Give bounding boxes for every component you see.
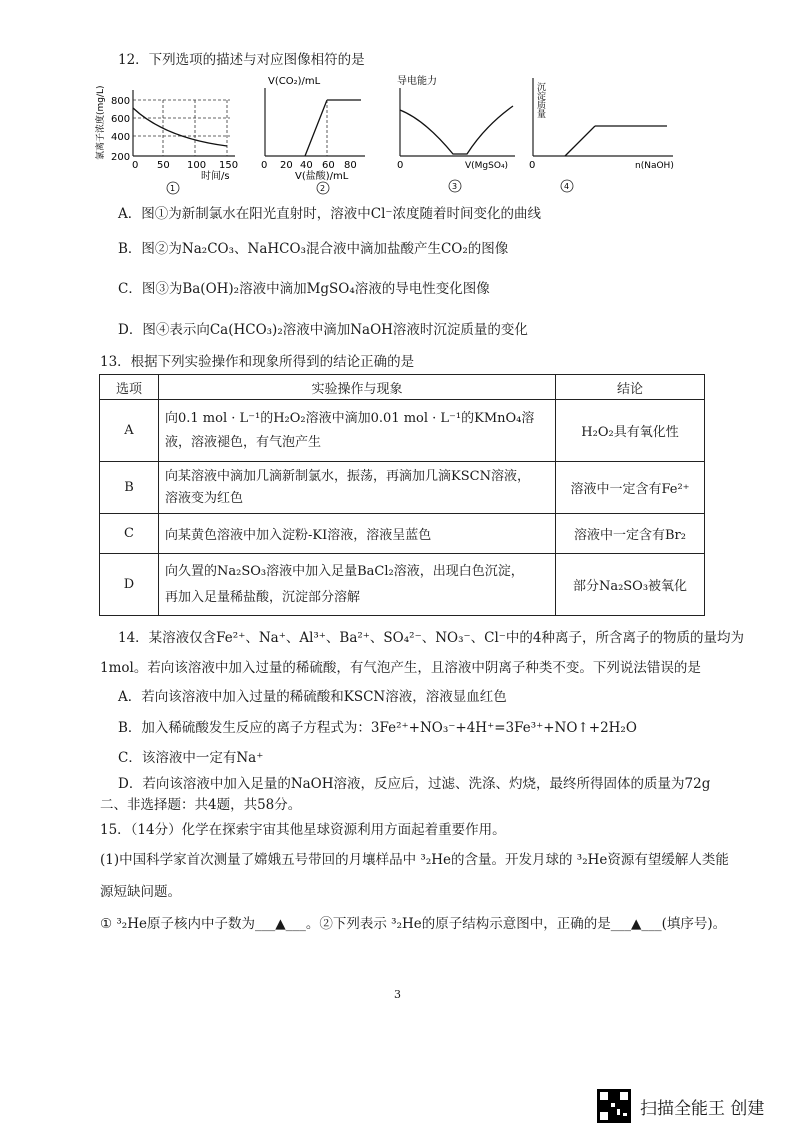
q12-option-c: C．图③为Ba(OH)₂溶液中滴加MgSO₄溶液的导电性变化图像 bbox=[118, 281, 490, 297]
graph3-num: 3 bbox=[452, 182, 458, 191]
graph4 bbox=[529, 78, 674, 192]
q12-option-d: D．图④表示向Ca(HCO₃)₂溶液中滴加NaOH溶液时沉淀质量的变化 bbox=[118, 322, 528, 338]
q14-option-d: D．若向该溶液中加入足量的NaOH溶液，反应后，过滤、洗涤、灼烧，最终所得固体的质量为72g bbox=[118, 776, 711, 792]
header-operation: 实验操作与现象 bbox=[159, 375, 556, 400]
graph1 bbox=[95, 85, 238, 194]
graph1-xtick: 100 bbox=[187, 160, 207, 171]
graph2-num: 2 bbox=[320, 184, 326, 193]
row-op-line2: 溶液变为红色 bbox=[165, 490, 244, 506]
graph1-ytick: 600 bbox=[111, 114, 131, 125]
scanner-watermark: 扫描全能王 创建 bbox=[640, 1099, 765, 1119]
row-option: C bbox=[100, 514, 159, 554]
graph3-ylabel: 导电能力 bbox=[397, 76, 437, 87]
graph2-xtick: 0 bbox=[261, 160, 268, 171]
q14-option-a: A．若向该溶液中加入过量的稀硫酸和KSCN溶液，溶液显血红色 bbox=[118, 689, 507, 705]
q13-stem: 13．根据下列实验操作和现象所得到的结论正确的是 bbox=[100, 354, 415, 370]
page-number: 3 bbox=[394, 988, 401, 1001]
graph4-xlabel: n(NaOH) bbox=[635, 161, 674, 171]
graph2-xtick: 60 bbox=[322, 160, 335, 171]
q15-stem: 15．（14分）化学在探索宇宙其他星球资源利用方面起着重要作用。 bbox=[100, 822, 506, 838]
row-op-line1: 向0.1 mol · L⁻¹的H₂O₂溶液中滴加0.01 mol · L⁻¹的KMnO₄溶 bbox=[165, 410, 535, 426]
q14-stem-line2: 1mol。若向该溶液中加入过量的稀硫酸，有气泡产生，且溶液中阴离子种类不变。下列说法错误的是 bbox=[100, 660, 701, 676]
q12-option-a: A．图①为新制氯水在阳光直射时，溶液中Cl⁻浓度随着时间变化的曲线 bbox=[118, 206, 542, 222]
q12-option-b: B．图②为Na₂CO₃、NaHCO₃混合液中滴加盐酸产生CO₂的图像 bbox=[118, 241, 509, 257]
graph4-rise bbox=[565, 126, 595, 156]
row-conclusion: H₂O₂具有氧化性 bbox=[556, 400, 705, 462]
row-conclusion: 溶液中一定含有Fe²⁺ bbox=[556, 462, 705, 514]
graph2-xlabel: V(盐酸)/mL bbox=[295, 171, 349, 182]
row-conclusion: 溶液中一定含有Br₂ bbox=[556, 514, 705, 554]
graph3-origin: 0 bbox=[397, 160, 404, 171]
graph1-xtick: 0 bbox=[132, 160, 139, 171]
graph2-rise bbox=[305, 100, 327, 156]
row-op-line1: 向某黄色溶液中加入淀粉-KI溶液，溶液呈蓝色 bbox=[159, 514, 556, 554]
graph2-ylabel: V(CO₂)/mL bbox=[268, 76, 321, 87]
graph2 bbox=[261, 76, 365, 194]
graph1-xtick: 150 bbox=[219, 160, 239, 171]
graph1-ytick: 200 bbox=[111, 152, 131, 163]
header-conclusion: 结论 bbox=[556, 375, 705, 400]
q14-option-b: B．加入稀硫酸发生反应的离子方程式为：3Fe²⁺+NO₃⁻+4H⁺=3Fe³⁺+NO↑+2H₂O bbox=[118, 720, 637, 736]
q15-part1-questions: ① ³₂He原子核内中子数为___▲___。②下列表示 ³₂He的原子结构示意图中，正确的是___▲___(填序号)。 bbox=[100, 916, 727, 932]
graph1-num: 1 bbox=[170, 184, 176, 193]
graph3-xlabel: V(MgSO₄) bbox=[465, 161, 509, 171]
graph1-xtick: 50 bbox=[157, 160, 170, 171]
graph4-num: 4 bbox=[564, 182, 570, 191]
graph1-ytick: 800 bbox=[111, 96, 131, 107]
q12-graphs bbox=[95, 68, 735, 196]
table-row bbox=[100, 400, 705, 462]
row-op-line2: 再加入足量稀盐酸，沉淀部分溶解 bbox=[165, 589, 361, 605]
row-op-line1: 向久置的Na₂SO₃溶液中加入足量BaCl₂溶液，出现白色沉淀， bbox=[165, 563, 524, 579]
graph2-xtick: 20 bbox=[280, 160, 293, 171]
table-row bbox=[100, 462, 705, 514]
graph4-ylabel: 沉淀质量 bbox=[535, 82, 545, 118]
section-heading: 二、非选择题：共4题，共58分。 bbox=[100, 797, 302, 813]
qr-code-icon bbox=[597, 1089, 631, 1123]
q14-option-c: C．该溶液中一定有Na⁺ bbox=[118, 750, 264, 766]
q12-stem: 12．下列选项的描述与对应图像相符的是 bbox=[118, 52, 365, 68]
graph4-origin: 0 bbox=[529, 160, 536, 171]
graph1-curve bbox=[133, 108, 227, 146]
q15-part1-line2: 源短缺问题。 bbox=[100, 884, 181, 900]
q15-part1-line1: (1)中国科学家首次测量了嫦娥五号带回的月壤样品中 ³₂He的含量。开发月球的 ³₂He资源有望缓解人类能 bbox=[100, 852, 729, 868]
table-row bbox=[100, 514, 705, 554]
graph1-ytick: 400 bbox=[111, 132, 131, 143]
row-op-line1: 向某溶液中滴加几滴新制氯水，振荡，再滴加几滴KSCN溶液， bbox=[165, 468, 530, 484]
table-header-row bbox=[100, 375, 705, 400]
graph2-xtick: 80 bbox=[344, 160, 357, 171]
graph3-curve bbox=[400, 106, 513, 154]
header-option: 选项 bbox=[100, 375, 159, 400]
q14-stem-line1: 14．某溶液仅含Fe²⁺、Na⁺、Al³⁺、Ba²⁺、SO₄²⁻、NO₃⁻、Cl⁻中的4种离子，所含离子的物质的量均为 bbox=[118, 630, 744, 646]
row-conclusion: 部分Na₂SO₃被氧化 bbox=[556, 554, 705, 616]
graph3 bbox=[397, 74, 515, 192]
row-op-line2: 液，溶液褪色，有气泡产生 bbox=[165, 434, 322, 450]
q13-table bbox=[99, 374, 705, 616]
graph1-ylabel: 氯离子浓度(mg/L) bbox=[96, 85, 106, 160]
table-row bbox=[100, 554, 705, 616]
graph1-xlabel: 时间/s bbox=[201, 171, 230, 182]
row-option: B bbox=[100, 462, 159, 514]
row-option: A bbox=[100, 400, 159, 462]
row-option: D bbox=[100, 554, 159, 616]
graph2-xtick: 40 bbox=[300, 160, 313, 171]
